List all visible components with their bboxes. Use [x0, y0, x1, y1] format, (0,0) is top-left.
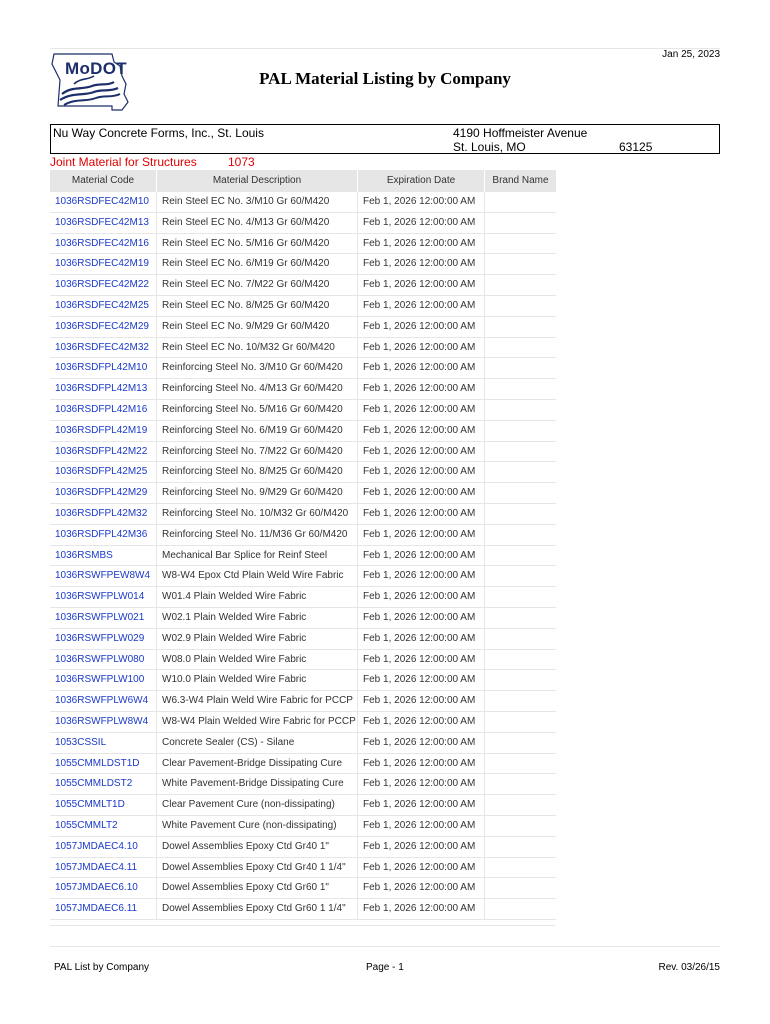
material-description: Mechanical Bar Splice for Reinf Steel	[156, 546, 357, 566]
header-material-description: Material Description	[157, 170, 357, 192]
expiration-date: Feb 1, 2026 12:00:00 AM	[357, 504, 484, 524]
material-code-link[interactable]: 1036RSDFEC42M22	[55, 279, 149, 291]
expiration-date: Feb 1, 2026 12:00:00 AM	[357, 192, 484, 212]
material-code-link[interactable]: 1036RSWFPLW100	[55, 674, 145, 686]
material-code-link[interactable]: 1053CSSIL	[55, 736, 107, 748]
table-row	[50, 192, 556, 213]
material-code-link[interactable]: 1055CMMLT1D	[55, 799, 125, 811]
brand-name	[484, 192, 556, 212]
table-row	[50, 899, 556, 920]
material-description: Dowel Assemblies Epoxy Ctd Gr60 1"	[156, 878, 357, 898]
footer-report-name: PAL List by Company	[54, 962, 150, 973]
material-description: Reinforcing Steel No. 7/M22 Gr 60/M420	[156, 442, 357, 462]
expiration-date: Feb 1, 2026 12:00:00 AM	[357, 546, 484, 566]
material-code-link[interactable]: 1036RSDFEC42M10	[55, 196, 149, 207]
brand-name	[484, 504, 556, 524]
expiration-date: Feb 1, 2026 12:00:00 AM	[357, 317, 484, 337]
table-row	[50, 379, 556, 400]
table-row	[50, 774, 556, 795]
brand-name	[484, 629, 556, 649]
brand-name	[484, 816, 556, 836]
brand-name	[484, 254, 556, 274]
expiration-date: Feb 1, 2026 12:00:00 AM	[357, 650, 484, 670]
brand-name	[484, 421, 556, 441]
material-code-link[interactable]: 1036RSDFPL42M16	[55, 403, 148, 415]
material-code-link[interactable]: 1036RSDFPL42M13	[55, 383, 148, 395]
expiration-date: Feb 1, 2026 12:00:00 AM	[357, 774, 484, 794]
material-description: W02.9 Plain Welded Wire Fabric	[156, 629, 357, 649]
table-row	[50, 712, 556, 733]
material-description: Reinforcing Steel No. 8/M25 Gr 60/M420	[156, 462, 357, 482]
material-code-link[interactable]: 1036RSDFPL42M10	[55, 362, 148, 374]
table-row	[50, 837, 556, 858]
table-row	[50, 733, 556, 754]
expiration-date: Feb 1, 2026 12:00:00 AM	[357, 275, 484, 295]
material-description: Concrete Sealer (CS) - Silane	[156, 733, 357, 753]
expiration-date: Feb 1, 2026 12:00:00 AM	[357, 379, 484, 399]
table-row	[50, 878, 556, 899]
header-material-code: Material Code	[50, 170, 156, 192]
material-code-link[interactable]: 1036RSDFEC42M19	[55, 258, 149, 270]
material-description: White Pavement-Bridge Dissipating Cure	[156, 774, 357, 794]
brand-name	[484, 878, 556, 898]
material-code-link[interactable]: 1036RSDFPL42M22	[55, 445, 148, 457]
table-body	[50, 192, 556, 920]
brand-name	[484, 213, 556, 233]
material-description: Reinforcing Steel No. 4/M13 Gr 60/M420	[156, 379, 357, 399]
expiration-date: Feb 1, 2026 12:00:00 AM	[357, 400, 484, 420]
material-description: Rein Steel EC No. 4/M13 Gr 60/M420	[156, 213, 357, 233]
material-code-link[interactable]: 1036RSWFPLW8W4	[55, 715, 149, 727]
table-row	[50, 504, 556, 525]
category-name: Joint Material for Structures	[50, 155, 197, 169]
brand-name	[484, 795, 556, 815]
logo-text: MoDOT	[65, 59, 127, 78]
material-code-link[interactable]: 1036RSMBS	[55, 549, 113, 561]
material-description: W01.4 Plain Welded Wire Fabric	[156, 587, 357, 607]
material-description: W10.0 Plain Welded Wire Fabric	[156, 670, 357, 690]
table-row	[50, 442, 556, 463]
table-row	[50, 587, 556, 608]
expiration-date: Feb 1, 2026 12:00:00 AM	[357, 442, 484, 462]
brand-name	[484, 483, 556, 503]
material-code-link[interactable]: 1036RSDFPL42M19	[55, 424, 148, 436]
material-code-link[interactable]: 1036RSWFPLW6W4	[55, 695, 149, 707]
brand-name	[484, 608, 556, 628]
expiration-date: Feb 1, 2026 12:00:00 AM	[357, 462, 484, 482]
expiration-date: Feb 1, 2026 12:00:00 AM	[357, 816, 484, 836]
footer-rule	[50, 946, 720, 947]
expiration-date: Feb 1, 2026 12:00:00 AM	[357, 338, 484, 358]
table-row	[50, 816, 556, 837]
expiration-date: Feb 1, 2026 12:00:00 AM	[357, 733, 484, 753]
brand-name	[484, 566, 556, 586]
material-description: Reinforcing Steel No. 6/M19 Gr 60/M420	[156, 421, 357, 441]
brand-name	[484, 837, 556, 857]
table-row	[50, 358, 556, 379]
expiration-date: Feb 1, 2026 12:00:00 AM	[357, 899, 484, 919]
expiration-date: Feb 1, 2026 12:00:00 AM	[357, 587, 484, 607]
material-code-link[interactable]: 1057JMDAEC6.11	[55, 903, 138, 915]
material-code-link[interactable]: 1036RSDFEC42M25	[55, 299, 149, 311]
material-code-link[interactable]: 1036RSWFPEW8W4	[55, 570, 151, 582]
expiration-date: Feb 1, 2026 12:00:00 AM	[357, 608, 484, 628]
brand-name	[484, 774, 556, 794]
expiration-date: Feb 1, 2026 12:00:00 AM	[357, 358, 484, 378]
footer-revision: Rev. 03/26/15	[658, 962, 720, 973]
material-code-link[interactable]: 1036RSWFPLW080	[55, 653, 145, 665]
brand-name	[484, 691, 556, 711]
table-row	[50, 421, 556, 442]
brand-name	[484, 338, 556, 358]
expiration-date: Feb 1, 2026 12:00:00 AM	[357, 629, 484, 649]
table-row	[50, 338, 556, 359]
table-row	[50, 275, 556, 296]
table-row	[50, 754, 556, 775]
expiration-date: Feb 1, 2026 12:00:00 AM	[357, 670, 484, 690]
material-description: Rein Steel EC No. 6/M19 Gr 60/M420	[156, 254, 357, 274]
table-row	[50, 525, 556, 546]
material-description: Rein Steel EC No. 9/M29 Gr 60/M420	[156, 317, 357, 337]
brand-name	[484, 733, 556, 753]
table-row	[50, 691, 556, 712]
brand-name	[484, 400, 556, 420]
company-address-line1: 4190 Hoffmeister Avenue	[453, 126, 588, 140]
brand-name	[484, 275, 556, 295]
material-description: Dowel Assemblies Epoxy Ctd Gr60 1 1/4"	[156, 899, 357, 919]
brand-name	[484, 858, 556, 878]
table-row	[50, 670, 556, 691]
brand-name	[484, 587, 556, 607]
table-row	[50, 629, 556, 650]
material-description: Rein Steel EC No. 7/M22 Gr 60/M420	[156, 275, 357, 295]
expiration-date: Feb 1, 2026 12:00:00 AM	[357, 483, 484, 503]
material-code-link[interactable]: 1036RSDFEC42M13	[55, 216, 149, 228]
table-row	[50, 254, 556, 275]
expiration-date: Feb 1, 2026 12:00:00 AM	[357, 754, 484, 774]
table-row	[50, 462, 556, 483]
material-code-link[interactable]: 1036RSDFEC42M32	[55, 341, 149, 353]
table-row	[50, 296, 556, 317]
material-code-link[interactable]: 1036RSDFEC42M29	[55, 320, 149, 332]
brand-name	[484, 379, 556, 399]
material-description: W02.1 Plain Welded Wire Fabric	[156, 608, 357, 628]
brand-name	[484, 650, 556, 670]
table-row	[50, 795, 556, 816]
header-brand-name: Brand Name	[485, 170, 556, 192]
table-row	[50, 566, 556, 587]
materials-table	[50, 170, 556, 920]
table-header	[50, 170, 556, 192]
material-description: Reinforcing Steel No. 11/M36 Gr 60/M420	[156, 525, 357, 545]
material-description: Reinforcing Steel No. 10/M32 Gr 60/M420	[156, 504, 357, 524]
category-code: 1073	[228, 155, 255, 169]
brand-name	[484, 754, 556, 774]
table-row	[50, 213, 556, 234]
material-code-link[interactable]: 1055CMMLDST1D	[55, 757, 140, 769]
header-expiration-date: Expiration Date	[358, 170, 484, 192]
material-code-link[interactable]: 1036RSWFPLW029	[55, 632, 145, 644]
expiration-date: Feb 1, 2026 12:00:00 AM	[357, 837, 484, 857]
material-code-link[interactable]: 1055CMMLT2	[55, 819, 118, 831]
material-description: Clear Pavement-Bridge Dissipating Cure	[156, 754, 357, 774]
brand-name	[484, 712, 556, 732]
material-description: White Pavement Cure (non-dissipating)	[156, 816, 357, 836]
report-date: Jan 25, 2023	[662, 49, 720, 60]
expiration-date: Feb 1, 2026 12:00:00 AM	[357, 566, 484, 586]
brand-name	[484, 296, 556, 316]
brand-name	[484, 442, 556, 462]
material-description: W8-W4 Plain Welded Wire Fabric for PCCP	[156, 712, 357, 732]
material-description: Dowel Assemblies Epoxy Ctd Gr40 1 1/4"	[156, 858, 357, 878]
brand-name	[484, 317, 556, 337]
material-description: Clear Pavement Cure (non-dissipating)	[156, 795, 357, 815]
table-row	[50, 650, 556, 671]
material-code-link[interactable]: 1036RSWFPLW021	[55, 611, 145, 623]
expiration-date: Feb 1, 2026 12:00:00 AM	[357, 691, 484, 711]
top-rule	[50, 48, 720, 49]
table-row	[50, 608, 556, 629]
table-row	[50, 400, 556, 421]
material-description: Reinforcing Steel No. 5/M16 Gr 60/M420	[156, 400, 357, 420]
table-row	[50, 483, 556, 504]
material-description: Rein Steel EC No. 3/M10 Gr 60/M420	[156, 192, 357, 212]
brand-name	[484, 234, 556, 254]
expiration-date: Feb 1, 2026 12:00:00 AM	[357, 213, 484, 233]
material-description: Reinforcing Steel No. 9/M29 Gr 60/M420	[156, 483, 357, 503]
brand-name	[484, 899, 556, 919]
company-address-line2: St. Louis, MO	[453, 140, 526, 154]
material-code-link[interactable]: 1057JMDAEC4.10	[55, 840, 138, 852]
expiration-date: Feb 1, 2026 12:00:00 AM	[357, 254, 484, 274]
expiration-date: Feb 1, 2026 12:00:00 AM	[357, 878, 484, 898]
material-description: W6.3-W4 Plain Weld Wire Fabric for PCCP	[156, 691, 357, 711]
material-description: Rein Steel EC No. 8/M25 Gr 60/M420	[156, 296, 357, 316]
brand-name	[484, 525, 556, 545]
expiration-date: Feb 1, 2026 12:00:00 AM	[357, 296, 484, 316]
material-code-link[interactable]: 1036RSDFPL42M36	[55, 528, 148, 540]
material-description: Rein Steel EC No. 5/M16 Gr 60/M420	[156, 234, 357, 254]
material-description: Rein Steel EC No. 10/M32 Gr 60/M420	[156, 338, 357, 358]
expiration-date: Feb 1, 2026 12:00:00 AM	[357, 795, 484, 815]
footer-page-number: Page - 1	[366, 962, 404, 973]
table-row	[50, 546, 556, 567]
table-bottom-rule	[50, 925, 555, 926]
expiration-date: Feb 1, 2026 12:00:00 AM	[357, 858, 484, 878]
expiration-date: Feb 1, 2026 12:00:00 AM	[357, 421, 484, 441]
brand-name	[484, 358, 556, 378]
expiration-date: Feb 1, 2026 12:00:00 AM	[357, 712, 484, 732]
material-description: Reinforcing Steel No. 3/M10 Gr 60/M420	[156, 358, 357, 378]
company-name: Nu Way Concrete Forms, Inc., St. Louis	[53, 126, 264, 140]
material-code-link[interactable]: 1057JMDAEC4.11	[55, 861, 138, 873]
company-info-box	[50, 124, 720, 154]
material-code-link[interactable]: 1036RSDFEC42M16	[55, 237, 149, 249]
material-description: W08.0 Plain Welded Wire Fabric	[156, 650, 357, 670]
report-title: PAL Material Listing by Company	[259, 69, 511, 88]
table-row	[50, 317, 556, 338]
material-description: W8-W4 Epox Ctd Plain Weld Wire Fabric	[156, 566, 357, 586]
material-code-link[interactable]: 1036RSWFPLW014	[55, 591, 145, 603]
brand-name	[484, 462, 556, 482]
brand-name	[484, 546, 556, 566]
brand-name	[484, 670, 556, 690]
material-code-link[interactable]: 1055CMMLDST2	[55, 778, 133, 790]
material-description: Dowel Assemblies Epoxy Ctd Gr40 1"	[156, 837, 357, 857]
table-row	[50, 234, 556, 255]
material-code-link[interactable]: 1036RSDFPL42M32	[55, 507, 148, 519]
company-zip: 63125	[619, 140, 653, 154]
table-row	[50, 858, 556, 879]
expiration-date: Feb 1, 2026 12:00:00 AM	[357, 234, 484, 254]
material-code-link[interactable]: 1036RSDFPL42M25	[55, 466, 148, 478]
expiration-date: Feb 1, 2026 12:00:00 AM	[357, 525, 484, 545]
material-code-link[interactable]: 1036RSDFPL42M29	[55, 487, 148, 499]
material-code-link[interactable]: 1057JMDAEC6.10	[55, 882, 138, 894]
